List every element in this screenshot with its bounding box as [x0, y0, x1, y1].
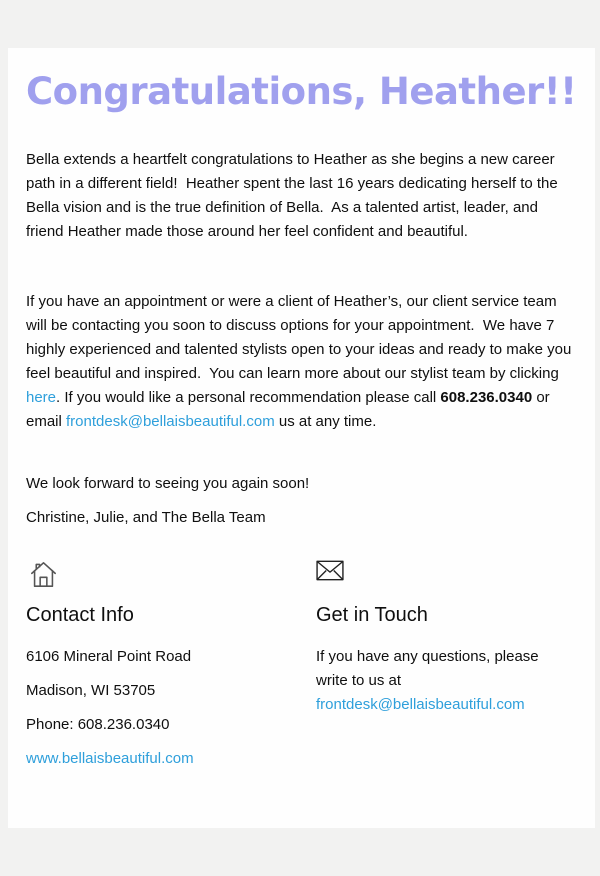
farewell-line: We look forward to seeing you again soon!: [26, 475, 310, 493]
questions-text-body: If you have any questions, please write to us at: [316, 648, 539, 690]
address-city: Madison, WI 53705: [26, 682, 156, 700]
appointment-text-4: us at any time.: [274, 413, 377, 431]
get-in-touch-title: Get in Touch: [316, 604, 428, 627]
email-card: [8, 48, 595, 828]
appointment-text-3: or email: [26, 389, 554, 431]
address-street: 6106 Mineral Point Road: [26, 648, 192, 666]
email-link-footer[interactable]: frontdesk@bellaisbeautiful.com: [316, 696, 525, 714]
contact-info-column: [26, 560, 316, 781]
email-link-inline[interactable]: frontdesk@bellaisbeautiful.com: [66, 413, 275, 431]
home-icon: [26, 560, 316, 590]
appointment-paragraph: [26, 290, 574, 434]
appointment-text-2: . If you would like a personal recommendation please call: [56, 389, 441, 407]
envelope-icon: [316, 560, 574, 590]
website-link[interactable]: www.bellaisbeautiful.com: [26, 750, 194, 768]
intro-paragraph: Bella extends a heartfelt congratulations to Heather as she begins a new career path in a different field! Heather spent the last 16 years dedicating herself to the Bella vision and is the true definition of Bella. As a talented artist, leader, and friend Heather made those around her feel confident and beautiful.: [26, 151, 562, 241]
stylist-team-link[interactable]: here: [26, 389, 57, 407]
appointment-text-1: If you have an appointment or were a client of Heather’s, our client service team will be contacting you soon to discuss options for your appointment. We have 7 highly experienced and talented stylists open to your ideas and ready to make you feel beautiful and inspired. You can learn more about our stylist team by clicking: [26, 293, 576, 383]
footer: [26, 560, 574, 781]
page-title: Congratulations, Heather!!: [26, 70, 577, 113]
questions-text: [316, 645, 568, 717]
get-in-touch-column: [316, 560, 574, 781]
phone-line: Phone: 608.236.0340: [26, 716, 170, 734]
signature-line: Christine, Julie, and The Bella Team: [26, 509, 266, 527]
contact-info-title: Contact Info: [26, 604, 134, 627]
phone-number-bold: 608.236.0340: [440, 389, 533, 407]
